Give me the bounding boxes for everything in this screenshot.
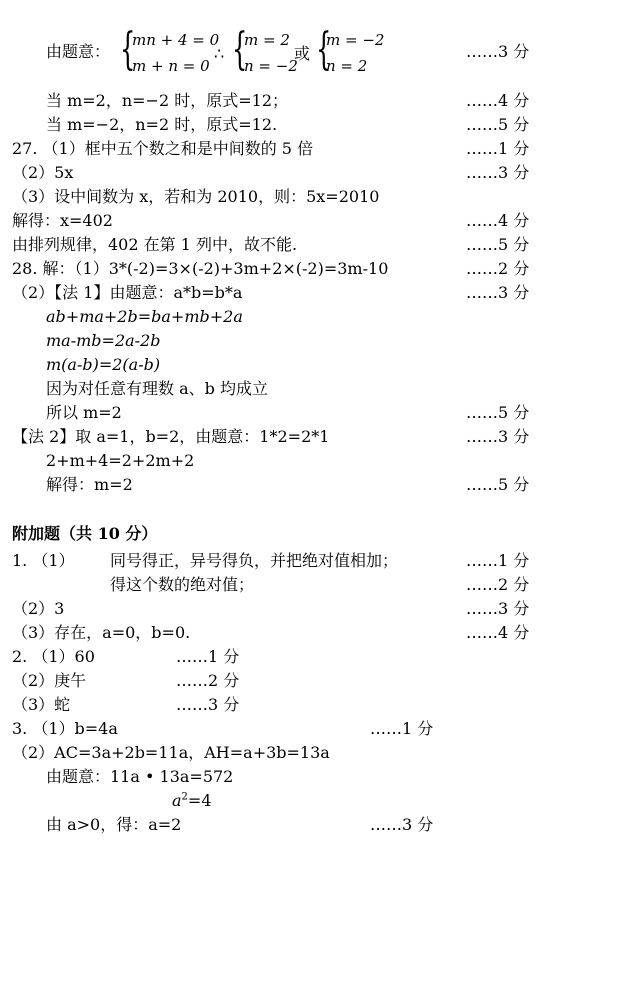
score: ……1 分 xyxy=(466,139,530,158)
score: ……3 分 xyxy=(466,283,530,302)
score: ……4 分 xyxy=(466,211,530,230)
extra-q1-part2: （2）3 xyxy=(12,599,65,618)
sys2-eq1: m = 2 xyxy=(244,31,290,49)
q27-solve: 解得：x=402 xyxy=(12,211,113,230)
score: ……1 分 xyxy=(176,647,240,666)
q28-step2: ma-mb=2a-2b xyxy=(46,331,161,350)
s26-case1: 当 m=2，n=−2 时，原式=12； xyxy=(46,91,288,110)
sys1-eq2: m + n = 0 xyxy=(132,57,210,75)
q28-step5: 所以 m=2 xyxy=(46,403,122,422)
brace-1: { xyxy=(120,24,136,75)
score: ……1 分 xyxy=(370,719,434,738)
score: ……3 分 xyxy=(466,163,530,182)
extra-q2-part3: （3）蛇 xyxy=(12,695,71,714)
extra-q1-answer-a: 同号得正，异号得负，并把绝对值相加； xyxy=(110,551,399,570)
score: ……5 分 xyxy=(466,235,530,254)
extra-q2-part1: 2. （1）60 xyxy=(12,647,95,666)
q28-method2-step2: 解得：m=2 xyxy=(46,475,133,494)
sys3-eq2: n = 2 xyxy=(326,57,368,75)
step2-rest: =4 xyxy=(187,791,212,810)
score: ……4 分 xyxy=(466,91,530,110)
q27-part1: 27. （1）框中五个数之和是中间数的 5 倍 xyxy=(12,139,314,158)
q27-part2: （2）5x xyxy=(12,163,74,182)
q27-conclusion: 由排列规律，402 在第 1 列中，故不能. xyxy=(12,235,298,254)
extra-title: 附加题（共 10 分） xyxy=(12,524,158,543)
score: ……5 分 xyxy=(466,475,530,494)
or-word: 或 xyxy=(294,44,311,63)
extra-q3-step1: 由题意：11a • 13a=572 xyxy=(46,767,234,786)
score: ……1 分 xyxy=(466,551,530,570)
extra-q1-part3: （3）存在，a=0，b=0. xyxy=(12,623,191,642)
extra-q3-part2: （2）AC=3a+2b=11a，AH=a+3b=13a xyxy=(12,743,330,762)
extra-q3-part1: 3. （1）b=4a xyxy=(12,719,118,738)
extra-q3-step3: 由 a>0，得：a=2 xyxy=(46,815,182,834)
extra-q1-answer-b: 得这个数的绝对值； xyxy=(110,575,255,594)
q28-method2: 【法 2】取 a=1，b=2，由题意：1*2=2*1 xyxy=(12,427,330,446)
q28-method2-step1: 2+m+4=2+2m+2 xyxy=(46,451,195,470)
therefore-symbol: ∴ xyxy=(214,44,225,63)
q28-step4: 因为对任意有理数 a、b 均成立 xyxy=(46,379,268,398)
sys3-eq1: m = −2 xyxy=(326,31,385,49)
brace-3: { xyxy=(316,24,332,75)
score: ……3 分 xyxy=(466,427,530,446)
q27-part3: （3）设中间数为 x，若和为 2010，则：5x=2010 xyxy=(12,187,380,206)
exponent: 2 xyxy=(181,791,188,803)
extra-q1-label: 1. （1） xyxy=(12,551,75,570)
s26-case2: 当 m=−2，n=2 时，原式=12. xyxy=(46,115,278,134)
q28-part1: 28. 解：（1）3*(-2)=3×(-2)+3m+2×(-2)=3m-10 xyxy=(12,259,389,278)
q28-step1: ab+ma+2b=ba+mb+2a xyxy=(46,307,243,326)
score: ……5 分 xyxy=(466,115,530,134)
score: ……4 分 xyxy=(466,623,530,642)
q28-step3: m(a-b)=2(a-b) xyxy=(46,355,161,374)
score: ……3 分 xyxy=(466,42,530,61)
extra-q2-part2: （2）庚午 xyxy=(12,671,87,690)
s26-intro: 由题意： xyxy=(46,42,111,61)
sys2-eq2: n = −2 xyxy=(244,57,298,75)
brace-2: { xyxy=(232,24,248,75)
score: ……2 分 xyxy=(466,575,530,594)
sys1-eq1: mn + 4 = 0 xyxy=(132,31,220,49)
score: ……2 分 xyxy=(176,671,240,690)
score: ……2 分 xyxy=(466,259,530,278)
extra-q3-step2 xyxy=(172,791,212,811)
q28-part2: （2）【法 1】由题意：a*b=b*a xyxy=(12,283,243,302)
score: ……3 分 xyxy=(370,815,434,834)
var-a: a xyxy=(172,791,182,810)
score: ……5 分 xyxy=(466,403,530,422)
score: ……3 分 xyxy=(466,599,530,618)
score: ……3 分 xyxy=(176,695,240,714)
